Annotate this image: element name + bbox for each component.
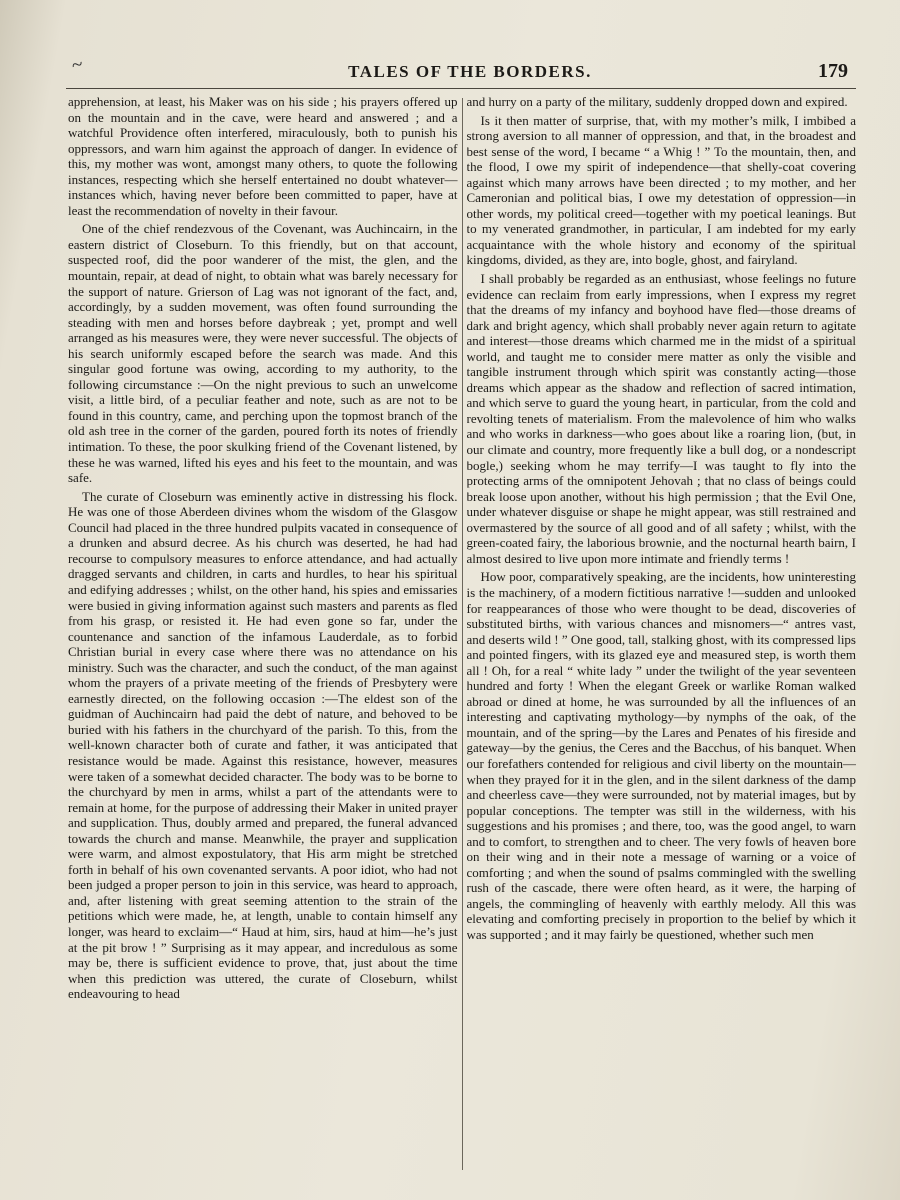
paragraph: and hurry on a party of the military, suddenly dropped down and expired. (466, 94, 848, 109)
paragraph: How poor, comparatively speaking, are the incidents, how uninteresting is the machinery, of a modern fictitious narrative !—sudden and unlooked for reappearances of those who were thought to be dead, discoveries of substituted births, with various chances and misnomers—“ antres vast, and deserts wild ! ” One good, tall, stalking ghost, with its compressed lips and pointed fingers, with its glazed eye and measured step, is worth them all ! Oh, for a real “ white lady ” under the twilight of the year seventeen hundred and forty ! When the elegant Greek or warlike Roman walked abroad or dined at home, he was surrounded by all the influences of an interesting and captivating mythology—by nymphs of the oak, of the mountain, and of the spring—by the Lares and Penates of his fireside and gateway—by the genius, the Ceres and the Bacchus, of his banquet. When our forefathers contended for religious and civil liberty on the mountain—when they prayed for it in the glen, and in the silent darkness of the damp and cheerless cave—they were surrounded, not by material images, but by popular conceptions. The tempter was still in the wilderness, with his suggestions and his promises ; and there, too, was the good angel, to warn and to comfort, to strengthen and to cheer. The very fowls of heaven bore on their wing and in their note a message of warning or a voice of comforting ; and when the sound of psalms commingled with the swelling rush of the cascade, there were often heard, as it were, the harping of angels, the commingling of heavenly with earthly melody. All this was elevating and comforting precisely in proportion to the belief by which it was supported ; and it may fairly be questioned, whether such men (466, 569, 856, 942)
page-number: 179 (818, 60, 848, 82)
paragraph: One of the chief rendezvous of the Covenant, was Auchincairn, in the eastern district of Closeburn. To this friendly, but on that account, suspected roof, did the poor wanderer of the mist, the glen, and the mountain, repair, at dead of night, to obtain what was barely necessary for the support of nature. Grierson of Lag was not ignorant of the fact, and, accordingly, by a sudden movement, was often found surrounding the steading with men and horses before daybreak ; yet, prompt and well arranged as his measures were, they were never successful. The objects of his search uniformly escaped before the search was made. And this singular good fortune was owing, according to my authority, to the following circumstance :—On the night previous to such an unwelcome visit, a little bird, of a peculiar feather and note, such as are not to be found in this country, came, and perching upon the topmost branch of the old ash tree in the corner of the garden, poured forth its notes of friendly intimation. To these, the poor skulking friend of the Covenant listened, by these he was warned, lifted his eyes and his feet to the mountain, and was safe. (68, 221, 458, 486)
right-column (467, 94, 857, 1170)
text-columns (68, 94, 856, 1170)
running-title: TALES OF THE BORDERS. (348, 62, 592, 81)
paragraph: apprehension, at least, his Maker was on his side ; his prayers offered up on the mountain and in the cave, were heard and answered ; and a watchful Providence often interfered, miraculously, both to punish his oppressors, and warn him against the approach of danger. In evidence of this, my mother was wont, amongst many others, to quote the following instances, respecting which she herself entertained no doubt whatever—instances which, having never before been committed to paper, have at least the recommendation of novelty in their favour. (68, 94, 458, 218)
paragraph: The curate of Closeburn was eminently active in distressing his flock. He was one of those Aberdeen divines whom the wisdom of the Glasgow Council had placed in the three hundred pulpits vacated in consequence of a drunken and absurd decree. As his church was deserted, he had had recourse to compulsory measures to enforce attendance, and had actually dragged servants and children, in carts and hurdles, to hear his spiritual and edifying addresses ; whilst, on the other hand, his spies and emissaries were busied in giving information against such masters and parents as fled from his grasp, or resisted it. He had even gone so far, under the countenance and sanction of the infamous Lauderdale, as to forbid Christian burial in every case where there was no attendance on his ministry. Such was the character, and such the conduct, of the man against whom the prayers of a private meeting of the friends of Presbytery were earnestly directed, on the following occasion :—The eldest son of the guidman of Auchincairn had paid the debt of nature, and behoved to be buried with his fathers in the churchyard of the parish. To this, from the well-known character both of curate and father, it was anticipated that resistance would be made. Against this resistance, however, measures were taken of a somewhat decided character. The body was to be borne to the churchyard by men in arms, whilst a part of the attendants were to remain at home, for the purpose of addressing their Maker in united prayer and supplication. Thus, doubly armed and prepared, the funeral advanced towards the church and manse. Meanwhile, the prayer and supplication were warm, and almost expostulatory, that His arm might be stretched forth in behalf of his own covenanted servants. A poor idiot, who had not been judged a proper person to join in this service, was heard to approach, and, after listening with great seeming attention to the strain of the petitions which were made, he, at length, unable to contain himself any longer, was heard to exclaim—“ Haud at him, sirs, haud at him—he’s just at the pit brow ! ” Surprising as it may appear, and incredulous as some may be, there is sufficient evidence to prove, that, just about the time when this prediction was uttered, the curate of Closeburn, whilst endeavouring to head (68, 488, 458, 1002)
column-divider (462, 98, 463, 1170)
header-rule (66, 88, 856, 89)
left-column (68, 94, 458, 1170)
paragraph: Is it then matter of surprise, that, with my mother’s milk, I imbibed a strong aversion to all manner of oppression, and that, in the broadest and best sense of the word, I became “ a Whig ! ” To the mountain, then, and the flood, I owe my spirit of independence—that shelly-coat covering against which many arrows have been directed ; to my mother, and her Cameronian and political bias, I owe my detestation of oppression—in other words, my political creed—together with my poetical leanings. But to my venerated grandmother, in particular, I am indebted for my early acquaintance with the whole history and economy of the spiritual kingdoms, divided, as they are, into bogle, ghost, and fairyland. (466, 112, 856, 268)
running-head (70, 60, 870, 86)
paragraph: I shall probably be regarded as an enthusiast, whose feelings no future evidence can reclaim from early impressions, when I express my regret that the dreams of my infancy and boyhood have fled—those dreams of dark and bright agency, which shall probably never again return to agitate and interest—those dreams which charmed me in the midst of a spiritual world, and taught me to consider mere matter as only the visible and tangible instrument through which spirit was constantly acting—those dreams which appear as the shadow and reflection of sacred intimation, and which serve to guard the young heart, in particular, from the cold and revolting tenets of materialism. From the malevolence of him who walks and who works in darkness—who goes about like a roaring lion, (but, in our climate and country, more frequently like a bull dog, or a nondescript bogle,) seeking whom he may terrify—I was taught to fly into the protecting arms of the omnipotent Jehovah ; that no class of beings could break loose upon another, without his high permission ; that the Evil One, under whatever disguise or shape he might appear, was still restrained and overmastered by the source of all good and of all safety ; whilst, with the green-coated fairy, the laborious brownie, and the nocturnal hearth bairn, I almost desired to live upon more intimate and friendly terms ! (466, 271, 856, 566)
pencil-mark: ~ (69, 53, 85, 77)
